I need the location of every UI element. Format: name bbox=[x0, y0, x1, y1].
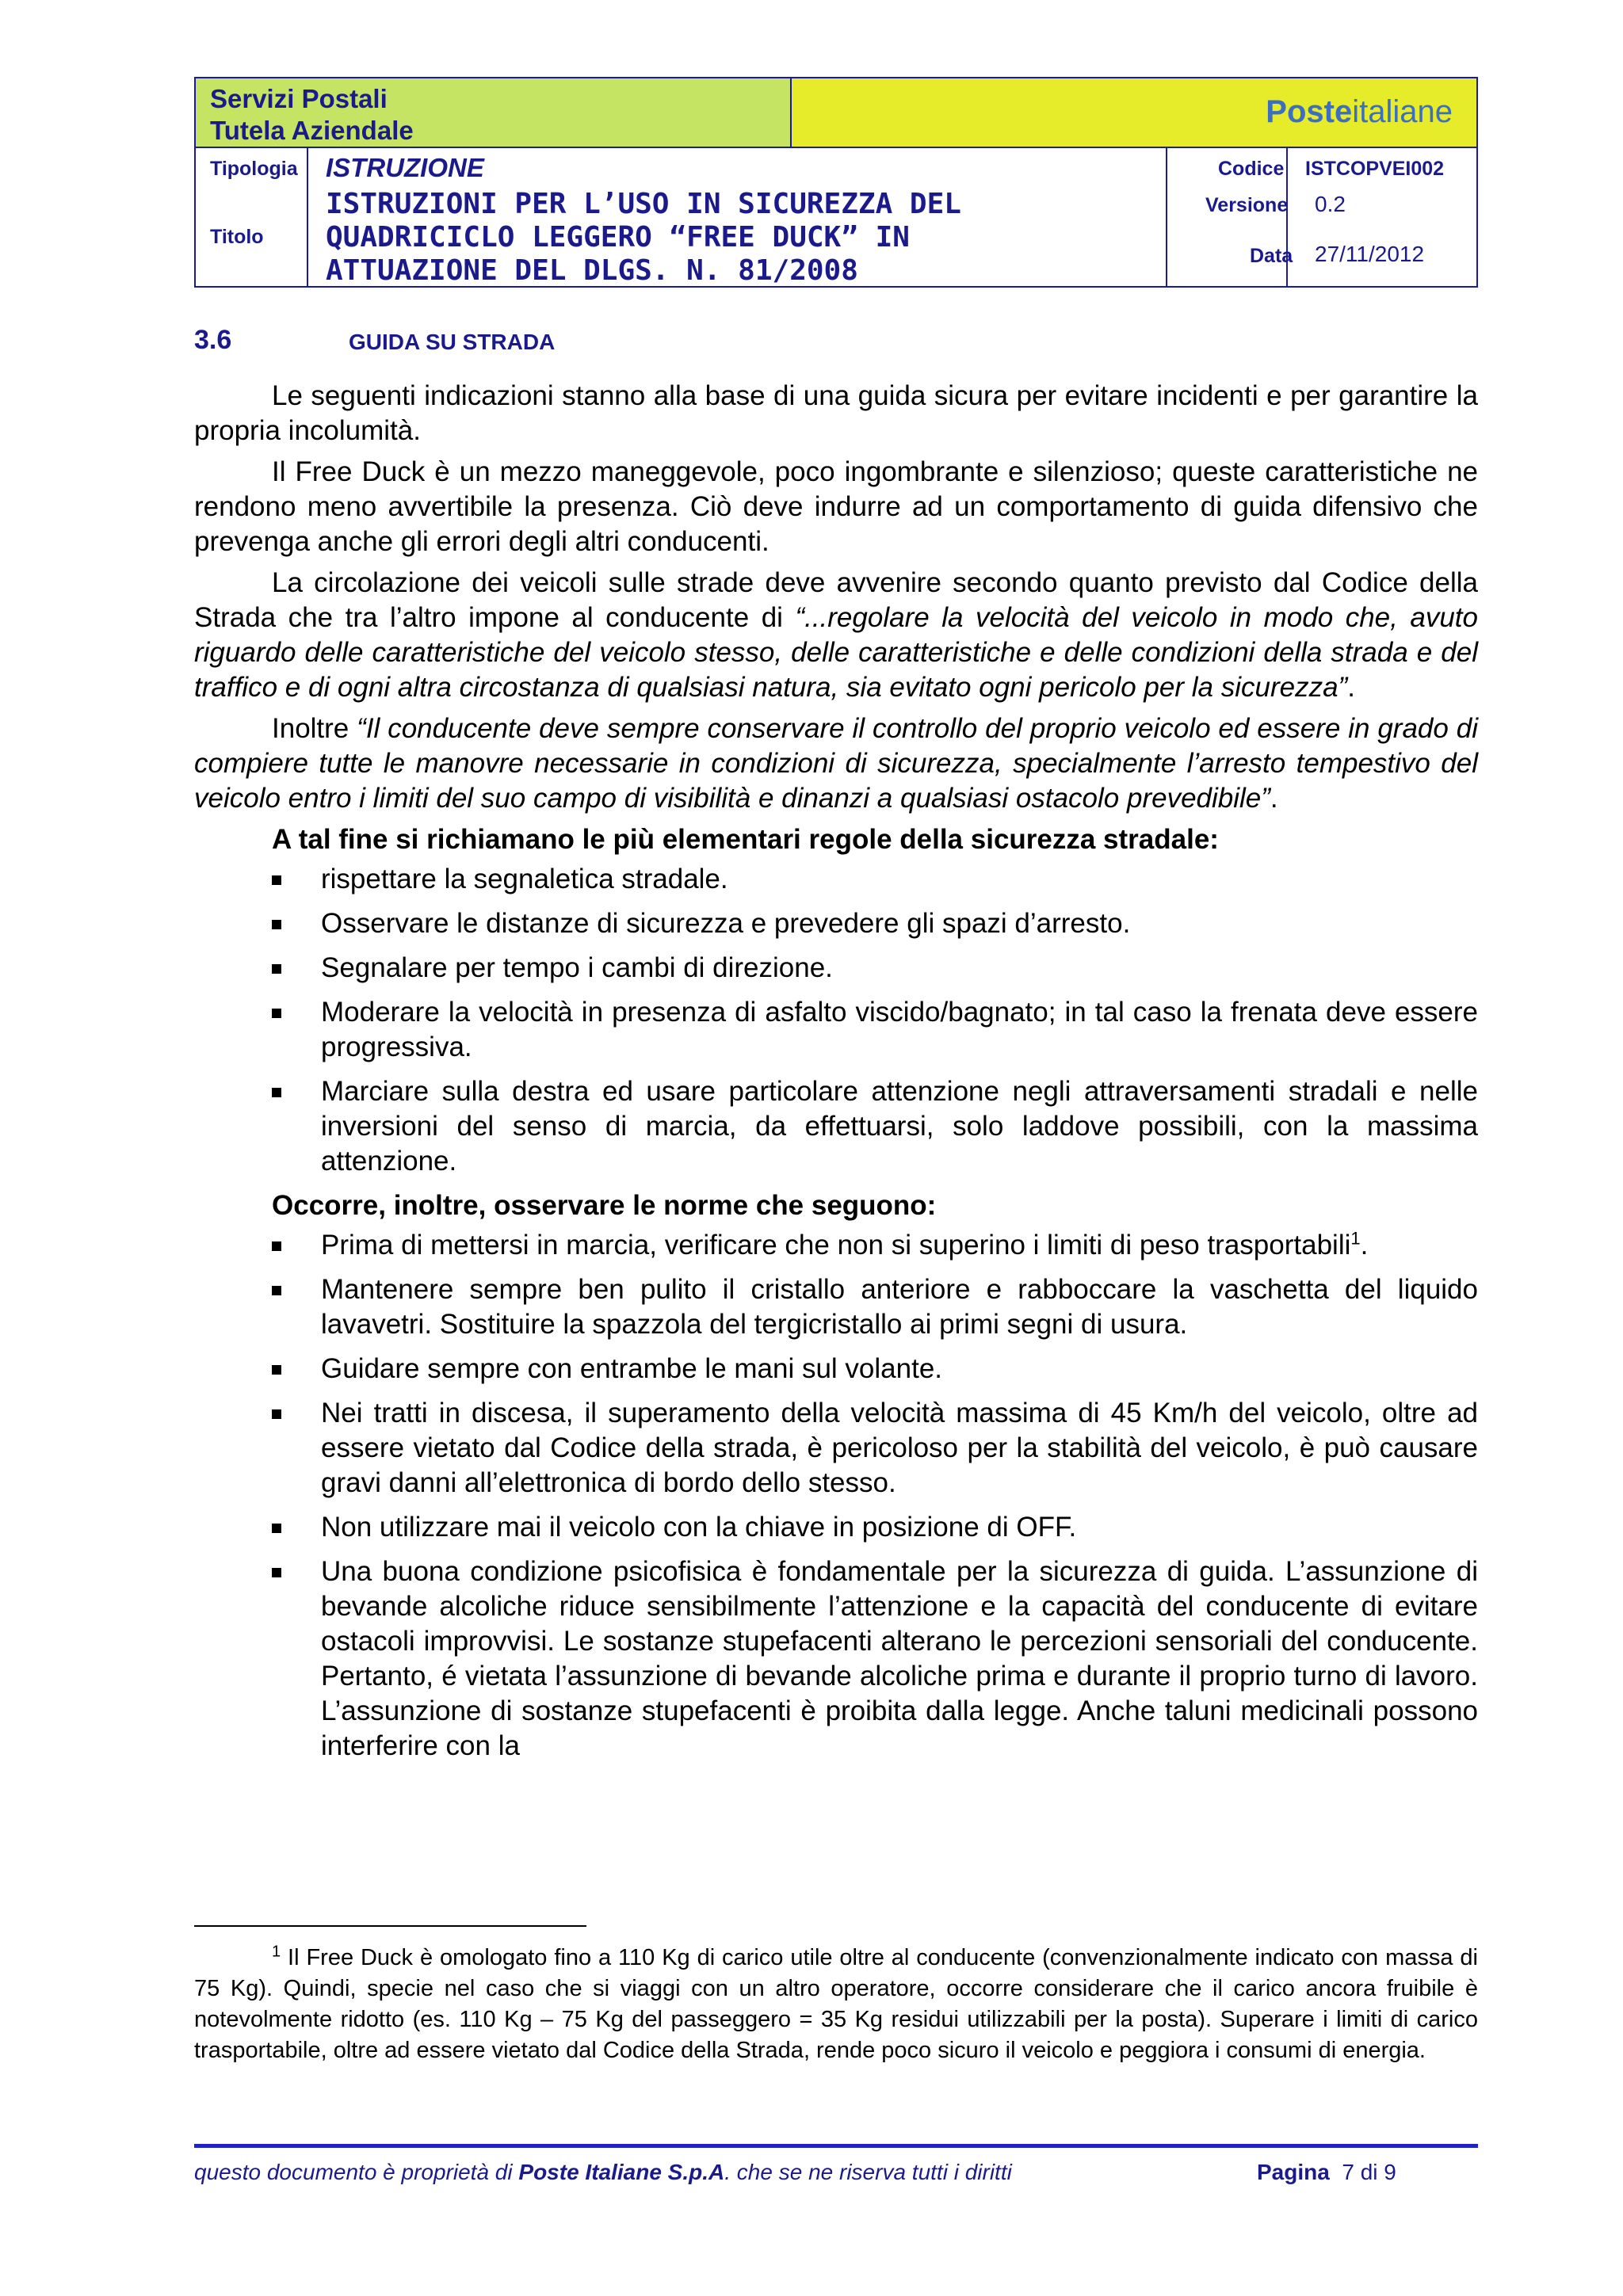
list-item-text: Mantenere sempre ben pulito il cristallo anteriore e rabboccare la vaschetta del liquido lavavetri. Sostituire la spazzola del tergicristallo ai primi segni di usura. bbox=[321, 1274, 1478, 1340]
footnote-reference[interactable]: 1 bbox=[1350, 1228, 1361, 1249]
titolo-label: Titolo bbox=[210, 226, 264, 248]
norms-list bbox=[194, 1228, 1478, 1764]
footer-separator bbox=[194, 2144, 1478, 2148]
footnote-marker: 1 bbox=[272, 1943, 281, 1961]
footer-ownership-notice bbox=[194, 2160, 1012, 2185]
logo-regular: italiane bbox=[1352, 94, 1453, 129]
page-number bbox=[1257, 2160, 1396, 2185]
grid-line bbox=[1167, 286, 1285, 288]
document-header bbox=[194, 77, 1478, 288]
list-item bbox=[194, 1510, 1478, 1545]
footer-text-2: . che se ne riserva tutti i diritti bbox=[724, 2160, 1012, 2184]
footnote bbox=[194, 1943, 1478, 2066]
company-line-2: Tutela Aziendale bbox=[210, 116, 414, 145]
footer-text-1: questo documento è proprietà di bbox=[194, 2160, 519, 2184]
footer-company: Poste Italiane S.p.A bbox=[518, 2160, 725, 2184]
bullet-square-icon bbox=[272, 1088, 281, 1097]
list-item-text: Marciare sulla destra ed usare particolare attenzione negli attraversamenti stradali e nelle inversioni del senso di marcia, da effettuarsi, solo laddove possibili, con la massima attenzione. bbox=[321, 1076, 1478, 1177]
list-item-text: Prima di mettersi in marcia, verificare che non si superino i limiti di peso trasportabili bbox=[321, 1230, 1351, 1261]
list-item bbox=[194, 906, 1478, 941]
tipologia-label: Tipologia bbox=[210, 158, 298, 180]
section-number: 3.6 bbox=[194, 325, 232, 355]
header-company-cell bbox=[196, 78, 792, 147]
company-line-1: Servizi Postali bbox=[210, 84, 388, 113]
titolo-line-2: QUADRICICLO LEGGERO “FREE DUCK” IN bbox=[326, 221, 910, 254]
list-item bbox=[194, 1074, 1478, 1179]
document-body bbox=[194, 379, 1478, 1773]
data-label: Data bbox=[1250, 245, 1293, 267]
list-item bbox=[194, 995, 1478, 1065]
paragraph-4-end: . bbox=[1270, 783, 1278, 814]
bullet-square-icon bbox=[272, 920, 281, 929]
list-item-text: Guidare sempre con entrambe le mani sul volante. bbox=[321, 1353, 943, 1384]
paragraph-3-intro: La circolazione dei veicoli sulle strade deve avvenire secondo quanto previsto dal Codice della Strada che tra l’altro impone al conducente di bbox=[194, 567, 1478, 633]
paragraph-4 bbox=[194, 711, 1478, 816]
paragraph-3-end: . bbox=[1347, 672, 1355, 703]
tipologia-value: ISTRUZIONE bbox=[326, 153, 484, 182]
list-item bbox=[194, 951, 1478, 986]
list-item-text: Non utilizzare mai il veicolo con la chiave in posizione di OFF. bbox=[321, 1512, 1077, 1543]
titolo-value bbox=[326, 188, 961, 288]
bullet-square-icon bbox=[272, 1409, 281, 1419]
list-item-text: Osservare le distanze di sicurezza e prevedere gli spazi d’arresto. bbox=[321, 908, 1131, 939]
titolo-line-1: ISTRUZIONI PER L’USO IN SICUREZZA DEL bbox=[326, 188, 961, 220]
codice-value: ISTCOPVEI002 bbox=[1305, 158, 1445, 180]
bullet-square-icon bbox=[272, 1568, 281, 1577]
footnote-separator bbox=[194, 1925, 586, 1927]
bullet-square-icon bbox=[272, 1286, 281, 1295]
safety-rules-list bbox=[194, 862, 1478, 1179]
logo-bold: Poste bbox=[1266, 94, 1353, 129]
paragraph-1: Le seguenti indicazioni stanno alla base di una guida sicura per evitare incidenti e per garantire la propria incolumità. bbox=[194, 380, 1478, 446]
paragraph-4-quote: “Il conducente deve sempre conservare il controllo del proprio veicolo ed essere in grado di compiere tutte le manovre necessarie in condizioni di sicurezza, specialmente l’arresto tempestivo del veicolo entro i limiti del suo campo di visibilità e dinanzi a qualsiasi ostacolo prevedibile” bbox=[194, 713, 1478, 814]
list-item-text: Segnalare per tempo i cambi di direzione. bbox=[321, 952, 833, 983]
titolo-line-3: ATTUAZIONE DEL DLGS. N. 81/2008 bbox=[326, 254, 858, 287]
page-label: Pagina bbox=[1257, 2160, 1330, 2184]
list-item-text: rispettare la segnaletica stradale. bbox=[321, 864, 728, 894]
section-title: GUIDA SU STRADA bbox=[349, 330, 556, 354]
list-item bbox=[194, 1272, 1478, 1342]
grid-line bbox=[1288, 286, 1478, 288]
paragraph-3-quote: “...regolare la velocità del veicolo in modo che, avuto riguardo delle caratteristiche del veicolo stesso, delle caratteristiche e delle condizioni della strada e del traffico e di ogni altra circostanza di qualsiasi natura, sia evitato ogni pericolo per la sicurezza” bbox=[194, 602, 1478, 703]
list-item bbox=[194, 862, 1478, 897]
list-item bbox=[194, 1554, 1478, 1764]
company-name bbox=[210, 83, 414, 147]
list-item bbox=[194, 1228, 1478, 1263]
list-item-text: Moderare la velocità in presenza di asfalto viscido/bagnato; in tal caso la frenata deve essere progressiva. bbox=[321, 997, 1478, 1062]
list-2-heading: Occorre, inoltre, osservare le norme che seguono: bbox=[272, 1190, 937, 1221]
list-item bbox=[194, 1352, 1478, 1386]
list-item-end: . bbox=[1360, 1230, 1369, 1261]
grid-line bbox=[1166, 148, 1167, 288]
bullet-square-icon bbox=[272, 1009, 281, 1018]
versione-value: 0.2 bbox=[1315, 192, 1346, 216]
bullet-square-icon bbox=[272, 1241, 281, 1251]
codice-label: Codice bbox=[1218, 158, 1285, 180]
bullet-square-icon bbox=[272, 964, 281, 974]
list-1-heading: A tal fine si richiamano le più elementari regole della sicurezza stradale: bbox=[272, 824, 1219, 855]
bullet-square-icon bbox=[272, 1524, 281, 1533]
page-value: 7 di 9 bbox=[1342, 2160, 1396, 2184]
bullet-square-icon bbox=[272, 1365, 281, 1375]
paragraph-3 bbox=[194, 566, 1478, 705]
bullet-square-icon bbox=[272, 875, 281, 885]
versione-label: Versione bbox=[1205, 194, 1289, 216]
list-item-text: Una buona condizione psicofisica è fondamentale per la sicurezza di guida. L’assunzione di bevande alcoliche riduce sensibilmente l’attenzione e la capacità del conducente di evitare ostacoli improvvisi. Le sostanze stupefacenti alterano le percezioni sensoriali del conducente. Pertanto, é vietata l’assunzione di bevande alcoliche prima e durante il proprio turno di lavoro. L’assunzione di sostanze stupefacenti è proibita dalla legge. Anche taluni medicinali possono interferire con la bbox=[321, 1556, 1478, 1761]
poste-italiane-logo bbox=[1266, 94, 1453, 130]
list-item bbox=[194, 1396, 1478, 1501]
header-top-band bbox=[196, 78, 1476, 148]
grid-line bbox=[307, 148, 308, 288]
paragraph-2: Il Free Duck è un mezzo maneggevole, poco ingombrante e silenzioso; queste caratteristiche ne rendono meno avvertibile la presenza. Ciò deve indurre ad un comportamento di guida difensivo che prevenga anche gli errori degli altri conducenti. bbox=[194, 456, 1478, 557]
list-item-text: Nei tratti in discesa, il superamento della velocità massima di 45 Km/h del veicolo, oltre ad essere vietato dal Codice della strada, è pericoloso per la stabilità del veicolo, è può causare gravi danni all’elettronica di bordo dello stesso. bbox=[321, 1398, 1478, 1498]
footnote-text: Il Free Duck è omologato fino a 110 Kg di carico utile oltre al conducente (convenzionalmente indicato con massa di 75 Kg). Quindi, specie nel caso che si viaggi con un altro operatore, occorre considerare che il carico ancora fruibile è notevolmente ridotto (es. 110 Kg – 75 Kg del passeggero = 35 Kg residui utilizzabili per la posta). Superare i limiti di carico trasportabile, oltre ad essere vietato dal Codice della Strada, rende poco sicuro il veicolo e peggiora i consumi di energia. bbox=[194, 1945, 1478, 2063]
paragraph-4-intro: Inoltre bbox=[272, 713, 357, 744]
data-value: 27/11/2012 bbox=[1315, 242, 1425, 266]
